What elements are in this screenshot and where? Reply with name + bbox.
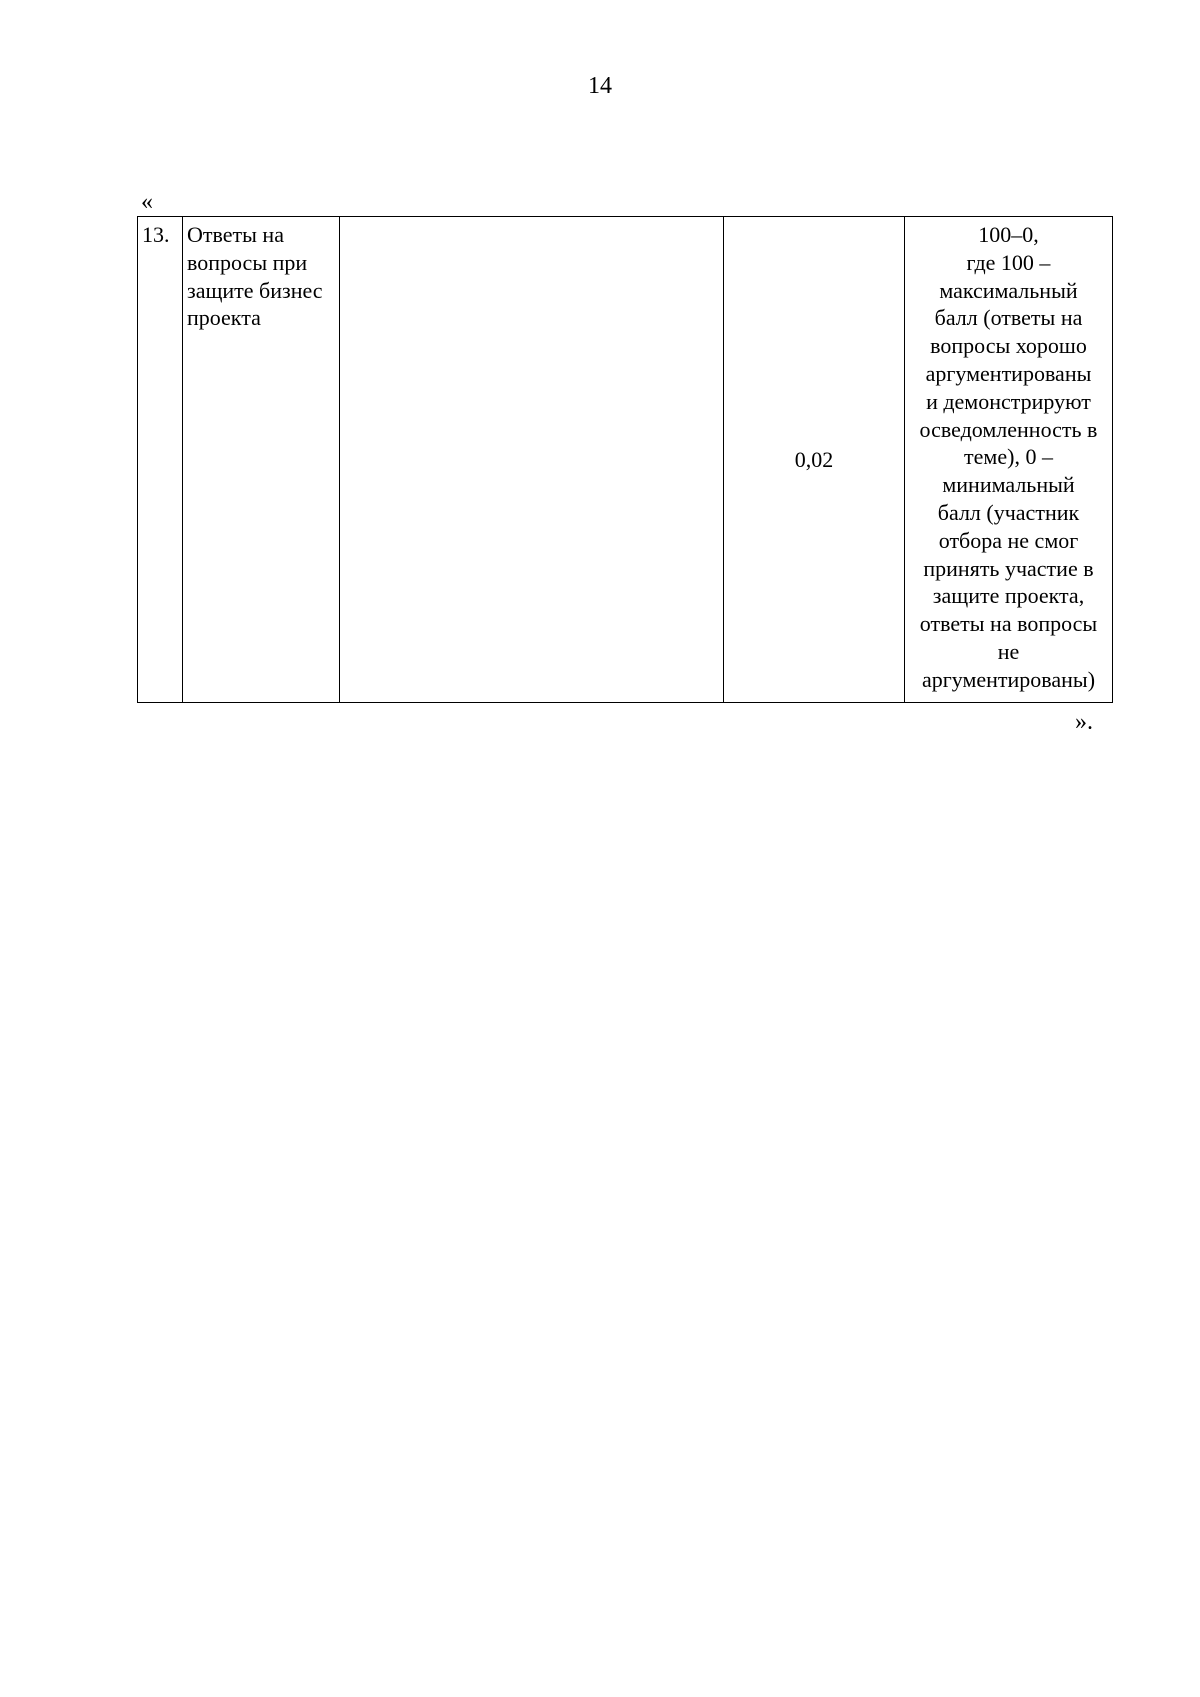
criterion-name-line: защите бизнес [187,277,323,303]
opening-quote: « [141,189,153,215]
scale-line: ответы на вопросы [919,611,1098,637]
scoring-scale-cell [905,217,1113,703]
criterion-name-line: Ответы на [187,222,284,247]
table-row [138,217,1113,703]
scale-line: отбора не смог [938,527,1079,553]
criterion-name-line: вопросы при [187,249,308,275]
scale-line: теме), 0 – [964,444,1053,470]
criterion-description-cell [340,217,724,703]
scale-line: защите проекта, [932,583,1085,609]
scale-line: вопросы хорошо [930,333,1087,359]
criterion-name-cell [183,217,340,703]
scale-line: и демонстрируют [926,388,1091,414]
scale-line: 100–0, [978,222,1039,247]
scale-line: минимальный [942,472,1075,498]
scale-line: принять участие в [923,555,1094,581]
scale-line: осведомленность в [919,416,1098,442]
page-number: 14 [588,73,612,99]
scale-line: балл (участник [937,499,1080,525]
scale-line: не [997,638,1020,664]
scale-line: балл (ответы на [934,305,1083,331]
scale-line: где 100 – [966,249,1051,275]
criteria-table [137,216,1113,703]
scale-line: аргументированы [925,360,1092,386]
weight-cell: 0,02 [724,217,905,703]
closing-quote: ». [1075,709,1093,735]
scale-line: максимальный [939,277,1078,303]
criterion-name-line: проекта [187,305,261,331]
row-number-cell: 13. [138,217,183,703]
scale-line: аргументированы) [921,666,1096,692]
